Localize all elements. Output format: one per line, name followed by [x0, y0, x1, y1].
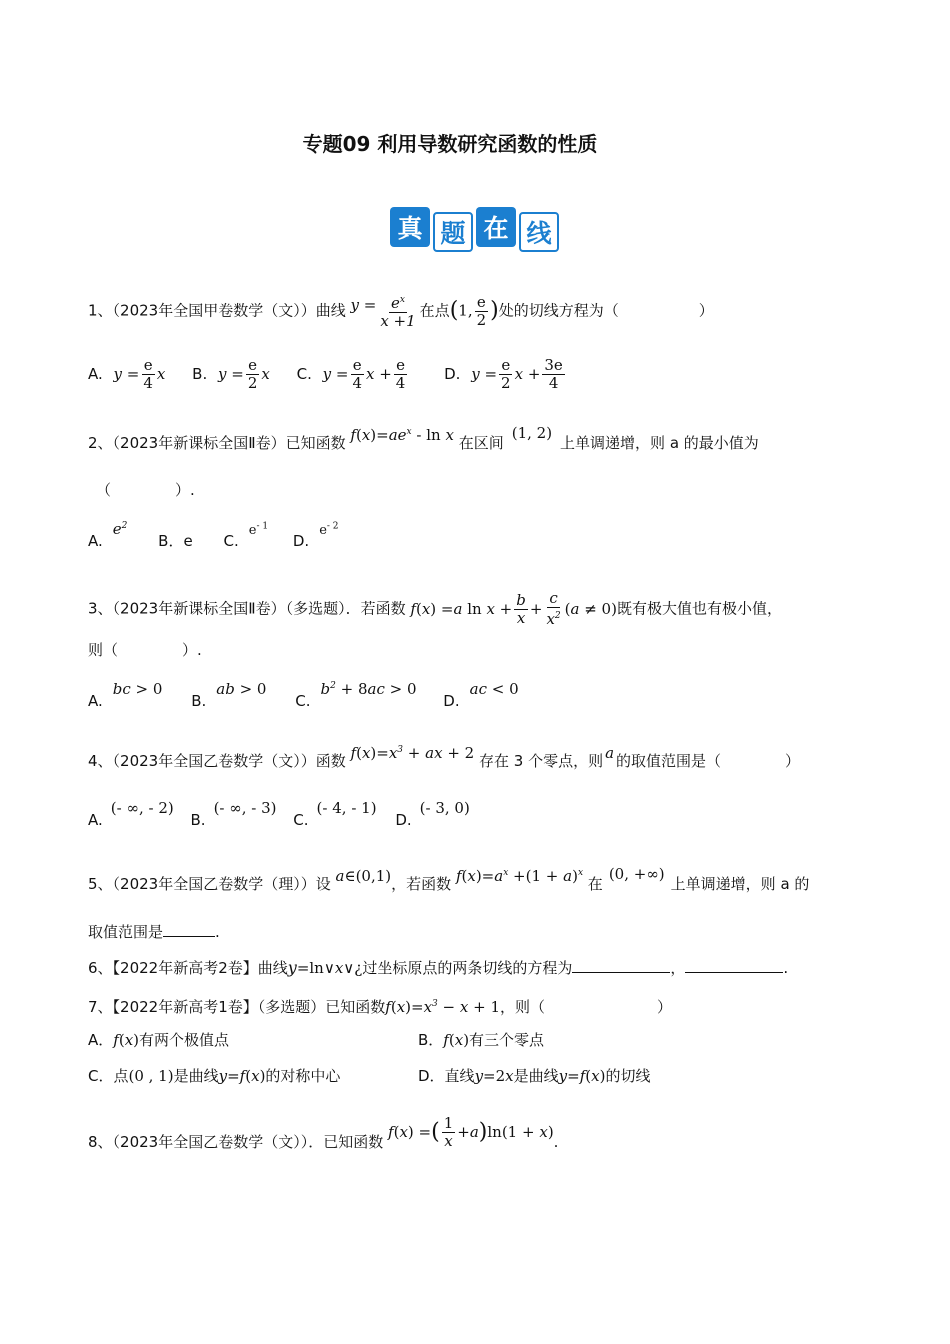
q2-paren-open: （ — [96, 481, 112, 499]
q6-mid: 过坐标原点的两条切线的方程为 — [362, 959, 573, 977]
q3-option-b-label: B. — [191, 692, 207, 710]
q7-option-d-label: D．直线 — [418, 1067, 475, 1085]
q1-number: 1、 — [88, 301, 113, 320]
question-8 — [88, 1114, 559, 1160]
q3-end: 既有极大值也有极小值， — [616, 599, 782, 618]
badge-char-3: 在 — [476, 207, 516, 247]
q5-condition: a∈(0,1) — [335, 867, 392, 885]
q1-mid: 在点 — [419, 301, 450, 320]
q2-options: $A.e^2$ B．e $C.e^{- 1}$ $D.e^{- 2}$ — [88, 520, 339, 550]
q6-answer-blank-2[interactable] — [685, 972, 783, 973]
question-5: 5、（2023年全国乙卷数学（理））设 a∈(0,1)，若函数 $f(x)=a^x +(1 + a)^x$ 在(0, +∞)上单调递增，则 a 的 — [88, 865, 810, 893]
q5-end: 上单调递增，则 a 的 — [670, 875, 810, 893]
q5-formula: $f(x)=a^x +(1 + a)^x$ — [455, 867, 584, 885]
q7-source: 7、【2022年新高考1卷】（多选题）已知函数 — [88, 998, 386, 1016]
q7-option-d-mid: 是曲线 — [513, 1067, 559, 1085]
q8-source: （2023年全国乙卷数学（文））．已知函数 — [112, 1133, 384, 1151]
q3-line2 — [88, 640, 202, 660]
q1-source: （2023年全国甲卷数学（文））曲线 — [112, 301, 346, 320]
q2-option-a-label: A. — [88, 532, 103, 550]
q7-option-d-text: 的切线 — [605, 1067, 651, 1085]
q3-formula: f(x) =a ln x + $\frac{b}{x}$ + $\frac{c}{x^2}$ (a ≠ 0) — [410, 589, 617, 628]
q4-mid: 存在 3 个零点，则 — [478, 752, 604, 770]
q7-option-c-mid: 是曲线 — [173, 1067, 219, 1085]
q5-mid2: 在 — [587, 875, 603, 893]
q5-range-label: 取值范围是 — [88, 923, 164, 941]
section-badge — [390, 207, 559, 252]
q8-period: . — [553, 1133, 559, 1151]
q2-option-c-label: C. — [223, 532, 239, 550]
question-6: 6、【2022年新高考2卷】曲线y=ln∨x∨¿过坐标原点的两条切线的方程为 ， . — [88, 958, 789, 977]
q5-source: （2023年全国乙卷数学（理））设 — [112, 875, 331, 893]
q7-option-b-label: B． — [418, 1031, 444, 1049]
q5-period: . — [215, 923, 220, 941]
q7-option-c: C．点(0 , 1)是曲线y=f(x)的对称中心 — [88, 1067, 341, 1085]
question-2 — [88, 424, 759, 453]
q8-number: 8、 — [88, 1133, 113, 1151]
q1-option-a-label: A. — [88, 365, 103, 383]
q5-mid: ，若函数 — [391, 875, 452, 893]
q3-number: 3、 — [88, 599, 113, 618]
q1-options: A. y = $\frac{e}{4}$ x B. y = $\frac{e}{2}$ x C. y = $\frac{e}{4}$ x + $\frac{e}{4}$ D. y = $\frac{e}{2}$ x + $\frac{3e}{4}$ — [88, 356, 563, 392]
q8-formula: f(x) =( $\frac{1}{x}$ +a)ln(1 + x) — [388, 1114, 554, 1150]
q4-option-b-label: B. — [190, 811, 206, 829]
q2-formula: $f(x)=ae^x - \ln x$ — [350, 426, 454, 444]
question-7 — [88, 994, 672, 1017]
q4-formula: $f(x)=x^3$ + ax + 2 — [350, 744, 475, 762]
q7-option-b-text: 有三个零点 — [469, 1031, 545, 1049]
q1-point: ( — [449, 298, 459, 323]
q7-option-b: B．f(x)有三个零点 — [418, 1031, 545, 1049]
q6-answer-blank-1[interactable] — [572, 972, 670, 973]
q7-option-c-text: 的对称中心 — [265, 1067, 341, 1085]
q4-options: A.(- ∞, - 2) B.(- ∞, - 3) C.(- 4, - 1) D.(- 3, 0) — [88, 799, 470, 829]
badge-char-2: 题 — [433, 212, 473, 252]
q3-then-close: ）. — [182, 641, 202, 659]
q6-formula: y — [287, 958, 297, 977]
q4-source: （2023年全国乙卷数学（文））函数 — [112, 752, 346, 770]
q3-source: （2023年新课标全国Ⅱ卷）（多选题）．若函数 — [112, 599, 406, 618]
q1-option-d-label: D. — [444, 365, 461, 383]
q7-option-a: A．f(x)有两个极值点 — [88, 1031, 230, 1049]
q4-option-a-label: A. — [88, 811, 103, 829]
page-title: 专题09 利用导数研究函数的性质 — [302, 132, 598, 156]
badge-char-1: 真 — [390, 207, 430, 247]
q7-option-d: D．直线y=2x是曲线y=f(x)的切线 — [418, 1067, 651, 1085]
badge-char-4: 线 — [519, 212, 559, 252]
q5-answer-blank[interactable] — [163, 936, 215, 937]
q2-paren-close: ）. — [175, 481, 195, 499]
q2-interval: (1, 2) — [511, 424, 553, 442]
q7-mid: ，则（ — [500, 998, 546, 1016]
q4-number: 4、 — [88, 752, 113, 770]
q2-option-d-label: D. — [292, 532, 310, 550]
q7-option-c-label: C．点 — [88, 1067, 129, 1085]
q3-option-c-label: C. — [295, 692, 311, 710]
q2-mid: 在区间 — [458, 434, 504, 452]
question-1: 1、（2023年全国甲卷数学（文））曲线 y = $\frac{e^x}{x +1}$ 在点(1, $\frac{e}{2}$ )处的切线方程为（ ） — [88, 292, 714, 330]
q5-line2 — [88, 922, 220, 942]
q4-option-d-label: D. — [395, 811, 412, 829]
question-4: 4、（2023年全国乙卷数学（文））函数 $f(x)=x^3$ + ax + 2 存在 3 个零点，则 a 的取值范围是（ ） — [88, 744, 801, 770]
q3-options: A.bc > 0 B.ab > 0 $C.b^2 + 8ac > 0$ D.ac < 0 — [88, 680, 519, 710]
q5-number: 5、 — [88, 875, 113, 893]
q2-end: 上单调递增，则 a 的最小值为 — [560, 434, 759, 452]
q1-formula: y = — [350, 295, 377, 314]
q7-option-a-text: 有两个极值点 — [139, 1031, 230, 1049]
q7-formula: $f(x)=x^3 - x + 1$ — [385, 998, 501, 1016]
q6-source: 6、【2022年新高考2卷】曲线 — [88, 959, 288, 977]
q3-option-a-label: A. — [88, 692, 103, 710]
q4-option-c-label: C. — [293, 811, 309, 829]
q6-comma: ， — [670, 959, 686, 977]
q2-answer-paren — [96, 480, 195, 500]
q4-close: ） — [785, 752, 801, 770]
q6-period: . — [783, 959, 789, 977]
question-3 — [88, 590, 782, 628]
q2-option-b: B．e — [158, 532, 193, 550]
q3-option-d-label: D. — [443, 692, 460, 710]
q3-then: 则（ — [88, 641, 119, 659]
q7-close: ） — [657, 998, 673, 1016]
q1-option-c-label: C. — [296, 365, 312, 383]
q7-option-a-label: A． — [88, 1031, 114, 1049]
q4-end: 的取值范围是（ — [616, 752, 722, 770]
q2-number: 2、 — [88, 434, 113, 452]
q2-source: （2023年新课标全国Ⅱ卷）已知函数 — [112, 434, 346, 452]
q1-close: ） — [698, 301, 714, 320]
q1-option-b-label: B. — [192, 365, 208, 383]
q1-fraction: $\frac{e^x}{x +1}$ — [380, 294, 416, 330]
q1-end: 处的切线方程为（ — [498, 301, 619, 320]
